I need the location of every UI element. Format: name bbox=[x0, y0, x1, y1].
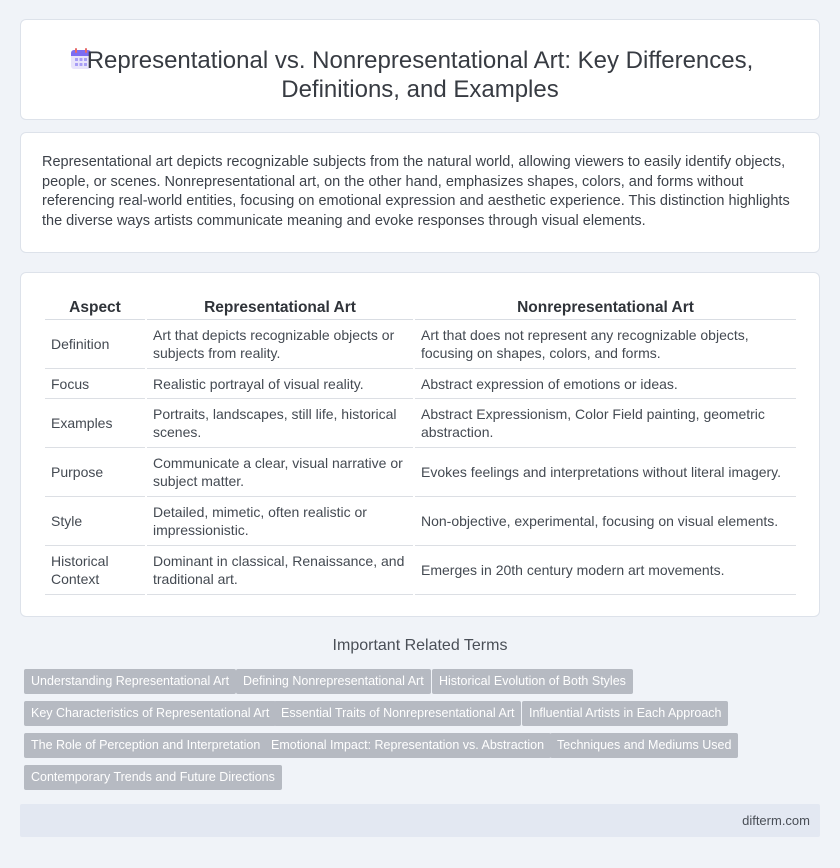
row-nonrepresentational: Evokes feelings and interpretations without literal imagery. bbox=[415, 448, 796, 497]
header-card bbox=[20, 19, 820, 120]
row-representational: Portraits, landscapes, still life, historical scenes. bbox=[147, 399, 413, 448]
header-aspect: Aspect bbox=[45, 296, 145, 320]
row-representational: Dominant in classical, Renaissance, and traditional art. bbox=[147, 546, 413, 595]
row-representational: Art that depicts recognizable objects or subjects from reality. bbox=[147, 320, 413, 369]
related-term-tag[interactable]: The Role of Perception and Interpretation bbox=[24, 733, 267, 758]
related-term-tag[interactable]: Influential Artists in Each Approach bbox=[522, 701, 728, 726]
related-term-tag[interactable]: Emotional Impact: Representation vs. Abstraction bbox=[264, 733, 551, 758]
row-aspect: Historical Context bbox=[45, 546, 145, 595]
related-term-tag[interactable]: Historical Evolution of Both Styles bbox=[432, 669, 633, 694]
table-row bbox=[45, 546, 796, 595]
comparison-table bbox=[43, 296, 798, 595]
table-row bbox=[45, 497, 796, 546]
row-representational: Communicate a clear, visual narrative or subject matter. bbox=[147, 448, 413, 497]
table-row bbox=[45, 448, 796, 497]
row-aspect: Purpose bbox=[45, 448, 145, 497]
row-nonrepresentational: Abstract Expressionism, Color Field painting, geometric abstraction. bbox=[415, 399, 796, 448]
related-term-tag[interactable]: Techniques and Mediums Used bbox=[550, 733, 738, 758]
related-term-tag[interactable]: Key Characteristics of Representational Art bbox=[24, 701, 276, 726]
row-aspect: Focus bbox=[45, 369, 145, 399]
row-nonrepresentational: Abstract expression of emotions or ideas. bbox=[415, 369, 796, 399]
row-nonrepresentational: Emerges in 20th century modern art movements. bbox=[415, 546, 796, 595]
row-representational: Detailed, mimetic, often realistic or impressionistic. bbox=[147, 497, 413, 546]
row-aspect: Examples bbox=[45, 399, 145, 448]
table-row bbox=[45, 320, 796, 369]
row-aspect: Style bbox=[45, 497, 145, 546]
table-row bbox=[45, 369, 796, 399]
related-term-tag[interactable]: Defining Nonrepresentational Art bbox=[236, 669, 431, 694]
row-nonrepresentational: Art that does not represent any recognizable objects, focusing on shapes, colors, and forms. bbox=[415, 320, 796, 369]
header-representational: Representational Art bbox=[147, 296, 413, 320]
header-nonrepresentational: Nonrepresentational Art bbox=[415, 296, 796, 320]
intro-card bbox=[20, 132, 820, 253]
comparison-table-card bbox=[20, 272, 820, 617]
footer-site-link[interactable]: difterm.com bbox=[742, 813, 810, 828]
row-aspect: Definition bbox=[45, 320, 145, 369]
related-terms-title: Important Related Terms bbox=[332, 637, 508, 654]
related-term-tag[interactable]: Essential Traits of Nonrepresentational Art bbox=[274, 701, 521, 726]
table-row bbox=[45, 399, 796, 448]
row-nonrepresentational: Non-objective, experimental, focusing on visual elements. bbox=[415, 497, 796, 546]
row-representational: Realistic portrayal of visual reality. bbox=[147, 369, 413, 399]
related-term-tag[interactable]: Understanding Representational Art bbox=[24, 669, 236, 694]
related-term-tag[interactable]: Contemporary Trends and Future Directions bbox=[24, 765, 282, 790]
intro-text: Representational art depicts recognizable subjects from the natural world, allowing viewers to easily identify objects, people, or scenes. Nonrepresentational art, on the other hand, emphasizes shapes, colors, and forms without referencing real-world entities, focusing on emotional expression and aesthetic experience. This distinction highlights the diverse ways artists communicate meaning and evoke responses through visual elements. bbox=[42, 154, 790, 229]
footer bbox=[20, 804, 820, 837]
page-title: Representational vs. Nonrepresentational Art: Key Differences, Definitions, and Examples bbox=[86, 47, 754, 103]
